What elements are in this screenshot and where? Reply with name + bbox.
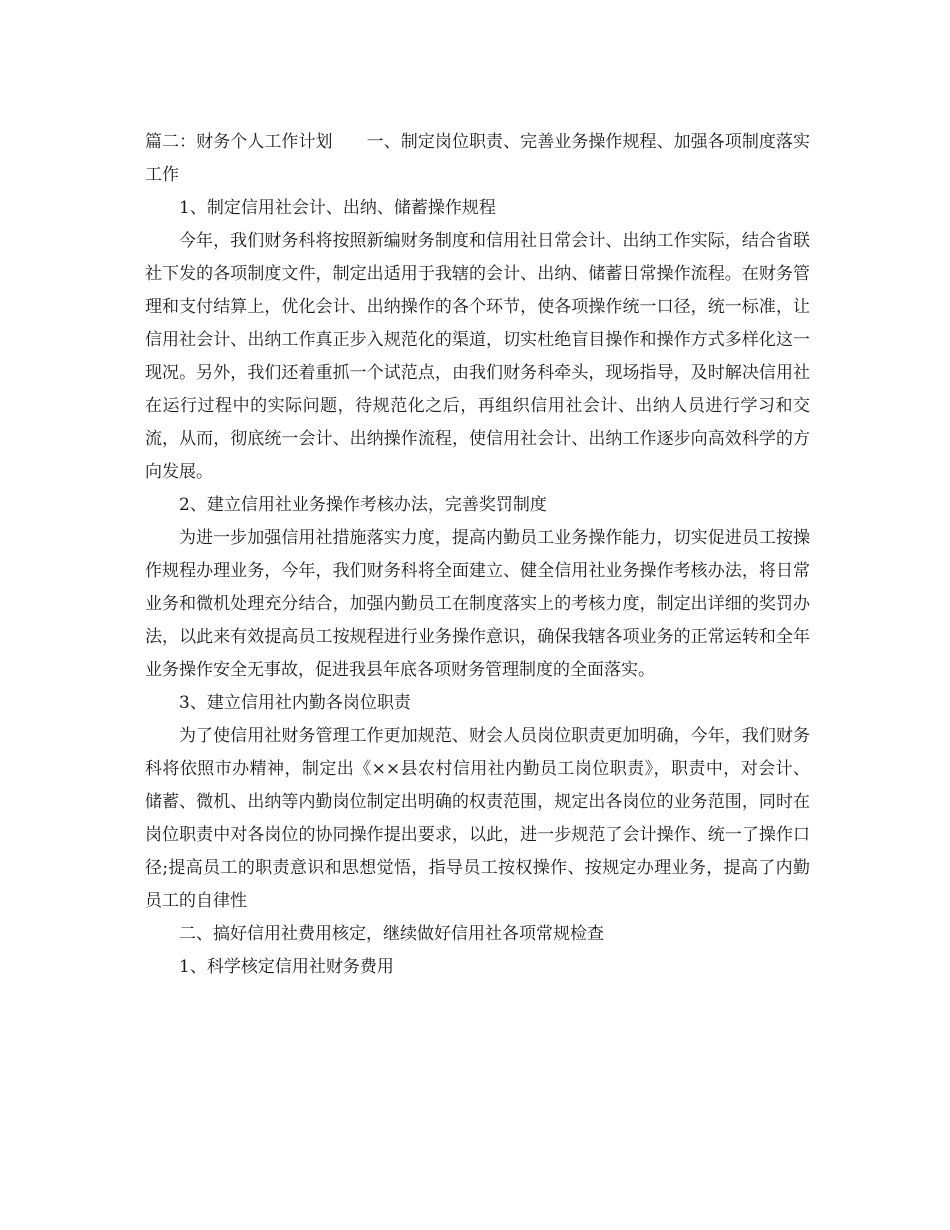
paragraph-subheading-1: 1、制定信用社会计、出纳、储蓄操作规程: [179, 198, 496, 218]
paragraph-body-1: 今年，我们财务科将按照新编财务制度和信用社日常会计、出纳工作实际，结合省联社下发的各项制度文件，制定出适用于我辖的会计、出纳、储蓄日常操作流程。在财务管理和支付结算上，优化会计、出纳操作的各个环节，使各项操作统一口径，统一标准，让信用社会计、出纳工作真正步入规范化的渠道，切实杜绝盲目操作和操作方式多样化这一现况。另外，我们还着重抓一个试范点，由我们财务科牵头，现场指导，及时解决信用社在运行过程中的实际问题，待规范化之后，再组织信用社会计、出纳人员进行学习和交流，从而，彻底统一会计、出纳操作流程，使信用社会计、出纳工作逐步向高效科学的方向发展。: [145, 231, 810, 482]
paragraph-subheading-2: 2、建立信用社业务操作考核办法，完善奖罚制度: [179, 495, 547, 515]
document-body: [145, 126, 810, 984]
paragraph-heading: 篇二：财务个人工作计划 一、制定岗位职责、完善业务操作规程、加强各项制度落实工作: [145, 132, 810, 185]
paragraph-subheading-4: 1、科学核定信用社财务费用: [179, 957, 394, 977]
paragraph-body-2: 为进一步加强信用社措施落实力度，提高内勤员工业务操作能力，切实促进员工按操作规程办理业务，今年，我们财务科将全面建立、健全信用社业务操作考核办法，将日常业务和微机处理充分结合，加强内勤员工在制度落实上的考核力度，制定出详细的奖罚办法，以此来有效提高员工按规程进行业务操作意识，确保我辖各项业务的正常运转和全年业务操作安全无事故，促进我县年底各项财务管理制度的全面落实。: [145, 528, 810, 680]
paragraph-body-3: 为了使信用社财务管理工作更加规范、财会人员岗位职责更加明确，今年，我们财务科将依照市办精神，制定出《××县农村信用社内勤员工岗位职责》，职责中，对会计、储蓄、微机、出纳等内勤岗位制定出明确的权责范围，规定出各岗位的业务范围，同时在岗位职责中对各岗位的协同操作提出要求，以此，进一步规范了会计操作、统一了操作口径;提高员工的职责意识和思想觉悟，指导员工按权操作、按规定办理业务，提高了内勤员工的自律性: [145, 726, 810, 911]
paragraph-subheading-3: 3、建立信用社内勤各岗位职责: [179, 693, 411, 713]
paragraph-section-2-heading: 二、搞好信用社费用核定，继续做好信用社各项常规检查: [179, 924, 604, 944]
